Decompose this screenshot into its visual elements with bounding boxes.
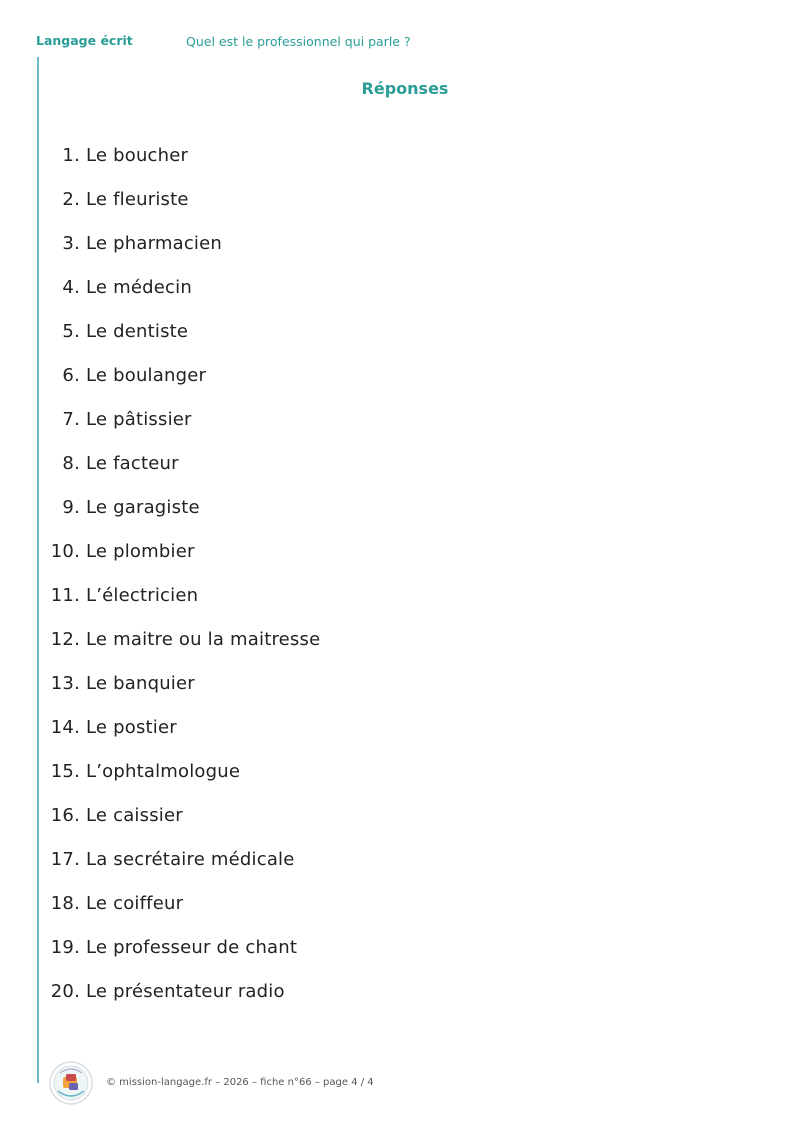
answer-number: 11. [50,585,80,606]
answer-text: Le présentateur radio [86,981,285,1002]
answer-number: 2. [62,189,80,210]
answer-item [0,629,320,673]
answer-text: Le dentiste [86,321,189,342]
answer-number: 3. [62,233,80,254]
answer-number: 10. [50,541,80,562]
answer-text: Le banquier [86,673,195,694]
answer-number: 20. [50,981,80,1002]
answer-item [0,541,320,585]
answer-number: 9. [62,497,80,518]
answer-number: 19. [50,937,80,958]
answer-text: Le plombier [86,541,195,562]
answer-item [0,145,320,189]
answer-text: La secrétaire médicale [86,849,295,870]
answer-item [0,761,320,805]
answer-item [0,409,320,453]
answer-text: Le boucher [86,145,189,166]
answer-text: L’électricien [86,585,199,606]
answer-item [0,849,320,893]
answer-item [0,497,320,541]
answer-item [0,365,320,409]
answer-item [0,717,320,761]
answer-item [0,321,320,365]
answer-text: L’ophtalmologue [86,761,241,782]
answer-item [0,585,320,629]
answer-number: 12. [50,629,80,650]
mission-langage-logo-icon [49,1061,93,1105]
answer-number: 16. [50,805,80,826]
answer-number: 7. [62,409,80,430]
answer-item [0,981,320,1025]
answer-number: 8. [62,453,80,474]
answer-text: Le caissier [86,805,183,826]
answer-text: Le facteur [86,453,179,474]
answer-text: Le maitre ou la maitresse [86,629,321,650]
answer-item [0,893,320,937]
answer-text: Le pâtissier [86,409,192,430]
answer-number: 15. [50,761,80,782]
answer-text: Le professeur de chant [86,937,298,958]
answer-number: 1. [62,145,80,166]
answer-number: 13. [50,673,80,694]
answer-number: 6. [62,365,80,386]
answer-number: 18. [50,893,80,914]
answer-item [0,277,320,321]
answer-item [0,673,320,717]
answer-text: Le garagiste [86,497,200,518]
answer-text: Le fleuriste [86,189,189,210]
answer-item [0,453,320,497]
answer-text: Le boulanger [86,365,207,386]
answer-number: 5. [62,321,80,342]
answer-item [0,937,320,981]
section-title: Réponses [361,79,449,98]
answer-item [0,233,320,277]
answer-list [0,145,320,1025]
answer-text: Le pharmacien [86,233,223,254]
answer-text: Le postier [86,717,177,738]
answer-number: 14. [50,717,80,738]
footer-copyright: © mission-langage.fr – 2026 – fiche n°66 – page 4 / 4 [106,1077,374,1088]
answer-text: Le coiffeur [86,893,184,914]
header-category: Langage écrit [36,33,133,48]
answer-item [0,805,320,849]
answer-item [0,189,320,233]
answer-number: 4. [62,277,80,298]
answer-number: 17. [50,849,80,870]
answer-text: Le médecin [86,277,192,298]
header-title: Quel est le professionnel qui parle ? [186,34,411,49]
